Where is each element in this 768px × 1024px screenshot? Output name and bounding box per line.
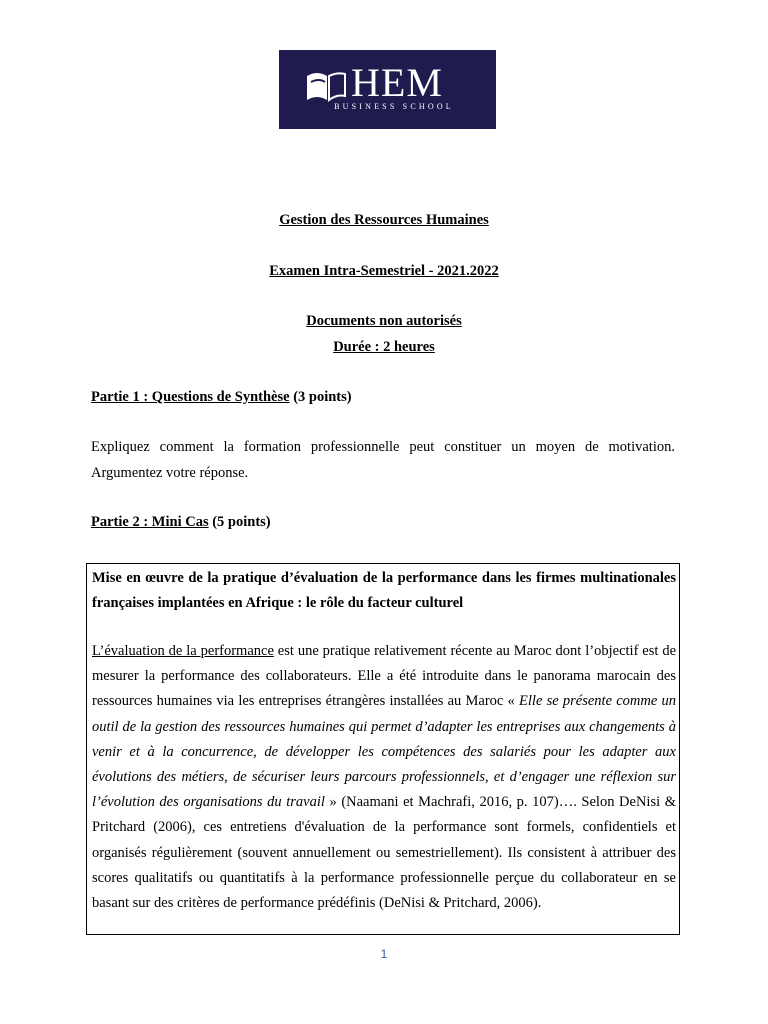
part1-points: (3 points) — [289, 389, 352, 405]
documents-notice: Documents non autorisés — [306, 313, 462, 329]
part1-question: Expliquez comment la formation professionnelle peut constituer un moyen de motivation. Argumentez votre réponse. — [91, 439, 675, 481]
case-quote: Elle se présente comme un outil de la gestion des ressources humaines qui permet d’adapter les entreprises aux changements à venir et à la concurrence, de développer les compétences des salariés pour les adapter aux évolutions des métiers, de sécuriser leurs parcours professionnels, et d’engager une réflexion sur l’évolution des organisations du travail — [92, 693, 676, 811]
part2-points: (5 points) — [208, 514, 271, 530]
case-text-1: est une pratique relativement récente au Maroc dont l’objectif est de mesurer la performance des collaborateurs. Elle a été introduite dans le panorama marocain des ressources humaines via les entreprises étrangères installées au Maroc « — [92, 643, 677, 710]
case-title: Mise en œuvre de la pratique d’évaluation de la performance dans les firmes multinationales françaises implantées en Afrique : le rôle du facteur culturel — [92, 570, 676, 611]
part2-title: Partie 2 : Mini Cas — [91, 514, 209, 530]
case-text-2: » (Naamani et Machrafi, 2016, p. 107)…. Selon DeNisi & Pritchard (2006), ces entretiens d'évaluation de la performance sont formels, confidentiels et organisés régulièrement (souvent annuellement ou semestriellement). Ils consistent à attribuer des scores qualitatifs ou quantitatifs à la performance professionnelle perçue du collaborateur en se basant sur des critères de performance prédéfinis (DeNisi & Pritchard, 2006). — [92, 794, 676, 912]
page-number: 1 — [380, 947, 388, 961]
case-intro-underlined: L’évaluation de la performance — [92, 643, 274, 659]
logo-name: HEM — [351, 60, 443, 105]
part1-heading — [91, 389, 352, 406]
course-title: Gestion des Ressources Humaines — [279, 212, 489, 228]
duration-notice: Durée : 2 heures — [333, 339, 435, 355]
hem-logo — [279, 50, 496, 129]
part2-heading — [91, 514, 271, 531]
part1-title: Partie 1 : Questions de Synthèse — [91, 389, 290, 405]
book-icon — [305, 70, 349, 104]
logo-subtitle: BUSINESS SCHOOL — [334, 102, 454, 111]
exam-title: Examen Intra-Semestriel - 2021.2022 — [269, 263, 499, 279]
case-box — [86, 563, 680, 935]
case-text — [92, 639, 676, 916]
